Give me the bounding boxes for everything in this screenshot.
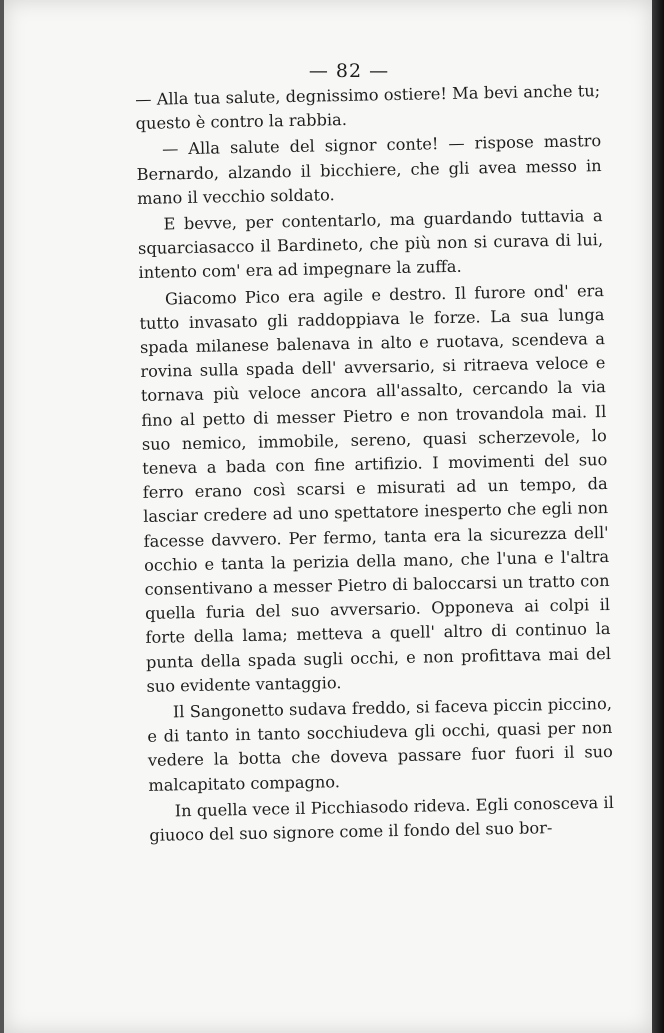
page-body [135, 79, 615, 848]
paragraph-2: — Alla salute del signor conte! — rispose mastro Bernardo, alzando il bicchiere, che gli avea messo in mano il vecchio soldato. [136, 131, 602, 208]
page-number-header: — 82 — [308, 60, 390, 82]
paragraph-4: Giacomo Pico era agile e destro. Il furore ond' era tutto invasato gli raddoppiava le forze. La sua lunga spada milanese balenava in alto e ruotava, scendeva a rovina sulla spada dell' avversario, si ritraeva veloce e tornava più veloce ancora all'assalto, cercando la via fino al petto di messer Pietro e non trovandola mai. Il suo nemico, immobile, sereno, quasi scherzevole, lo teneva a bada con fine artifizio. I movimenti del suo ferro erano così scarsi e misurati ad un tempo, da lasciar credere ad uno spettatore inesperto che egli non facesse davvero. Per fermo, tanta era la sicurezza dell' occhio e tanta la perizia della mano, che l'una e l'altra consentivano a messer Pietro di baloccarsi un tratto con quella furia del suo avversario. Opponeva ai colpi il forte della lama; metteva a quell' altro di continuo la punta della spada sugli occhi, e non profittava mai del suo evidente vantaggio. [139, 280, 612, 696]
paragraph-5: Il Sangonetto sudava freddo, si faceva piccin piccino, e di tanto in tanto socchiudeva gli occhi, quasi per non vedere la botta che doveva passare fuor fuori il suo malcapitato compagno. [147, 694, 614, 795]
paragraph-3: E bevve, per contentarlo, ma guardando tuttavia a squarciasacco il Bardineto, che più non si curava di lui, intento com' era ad impegnare la zuffa. [137, 206, 604, 283]
scan-right-edge [652, 0, 664, 1033]
paragraph-6: In quella vece il Picchiasodo rideva. Egli conosceva il giuoco del suo signore come il fondo del suo bor- [149, 792, 614, 845]
paragraph-1: — Alla tua salute, degnissimo ostiere! Ma bevi anche tu; questo è contro la rabbia. [135, 81, 601, 134]
